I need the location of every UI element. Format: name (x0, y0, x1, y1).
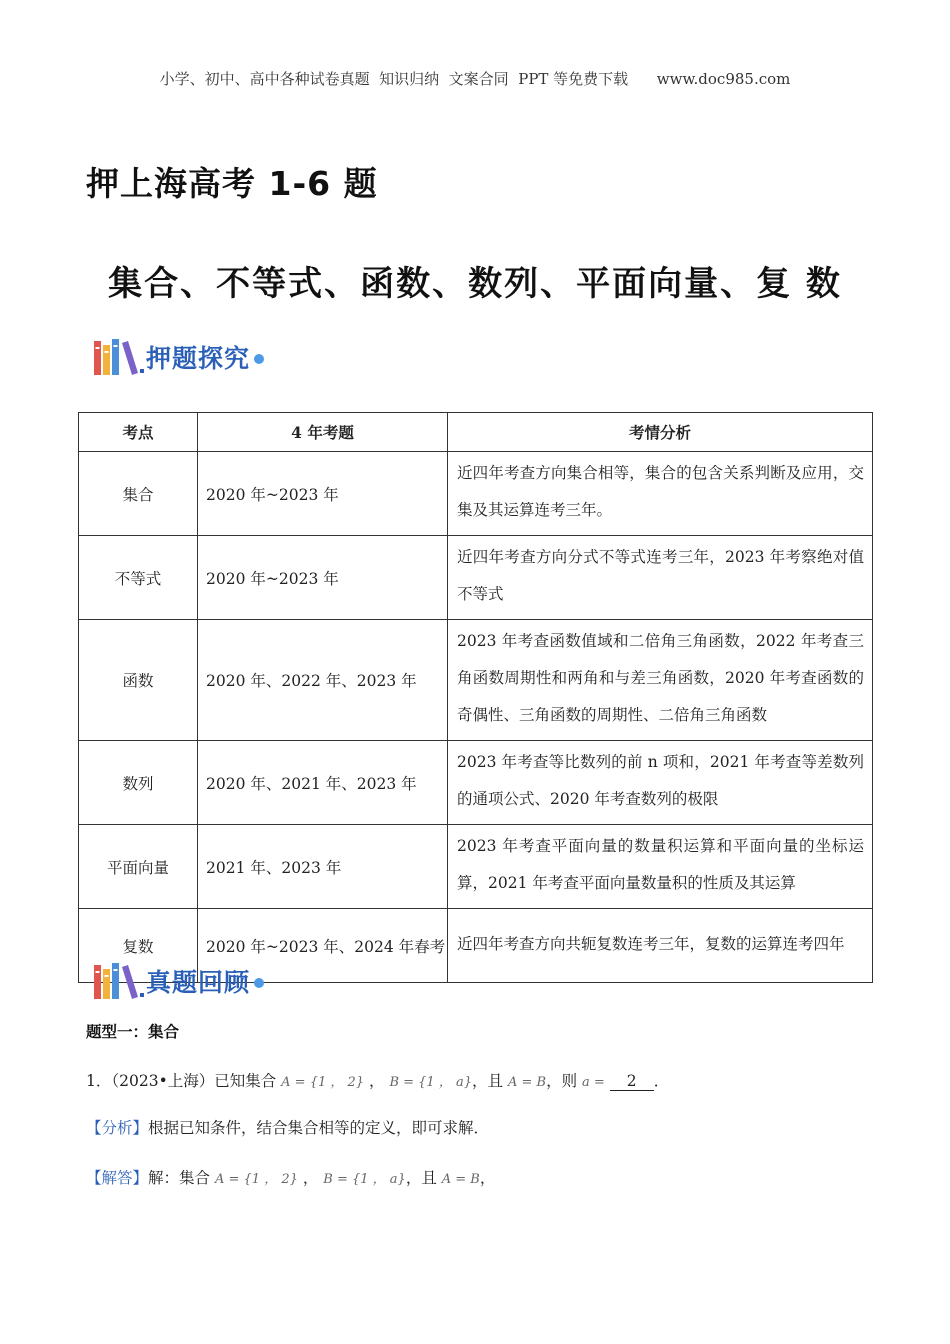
cell-analysis: 2023 年考查等比数列的前 n 项和，2021 年考查等差数列的通项公式、2020 年考查数列的极限 (448, 741, 873, 825)
cell-analysis: 2023 年考查函数值域和二倍角三角函数，2022 年考查三角函数周期性和两角和与差三角函数，2020 年考查函数的奇偶性、三角函数的周期性、二倍角三角函数 (448, 620, 873, 741)
cell-years: 2020 年、2022 年、2023 年 (198, 620, 448, 741)
cell-analysis: 2023 年考查平面向量的数量积运算和平面向量的坐标运算，2021 年考查平面向量数量积的性质及其运算 (448, 825, 873, 909)
solution-end: ， (479, 1169, 496, 1187)
header-topic: 考点 (79, 413, 198, 452)
banner-dot (254, 354, 264, 364)
header-analysis: 考情分析 (448, 413, 873, 452)
cell-topic: 数列 (79, 741, 198, 825)
section-banner-explore (92, 334, 264, 380)
analysis-tag: 【分析】 (86, 1119, 149, 1137)
cell-analysis: 近四年考查方向分式不等式连考三年，2023 年考察绝对值不等式 (448, 536, 873, 620)
solution-lead: 解：集合 (148, 1169, 211, 1187)
cell-years: 2020 年~2023 年 (198, 536, 448, 620)
cell-years: 2021 年、2023 年 (198, 825, 448, 909)
exam-analysis-table (78, 412, 873, 983)
banner-dot (254, 978, 264, 988)
answer-blank: 2 (610, 1073, 654, 1091)
question-then-text: ，则 (546, 1072, 578, 1090)
cell-topic: 平面向量 (79, 825, 198, 909)
table-row (79, 452, 873, 536)
page-subtitle: 集合、不等式、函数、数列、平面向量、复 数 (108, 264, 842, 304)
solution-tag: 【解答】 (86, 1169, 149, 1187)
question-type-label: 题型一：集合 (86, 1023, 180, 1041)
solution-sep: ， (302, 1169, 319, 1187)
cell-years: 2020 年~2023 年 (198, 452, 448, 536)
cell-topic: 集合 (79, 452, 198, 536)
math-condition: A = B (441, 1172, 480, 1187)
books-icon (92, 961, 144, 1001)
table-row (79, 825, 873, 909)
question-cond-text: ，且 (472, 1072, 504, 1090)
question-end: ． (653, 1072, 670, 1090)
analysis-text: 根据已知条件，结合集合相等的定义，即可求解． (148, 1119, 490, 1137)
question-1 (86, 1069, 669, 1091)
table-row (79, 741, 873, 825)
math-variable: a = (582, 1075, 605, 1090)
question-source: （2023•上海）已知集合 (111, 1072, 277, 1090)
question-number: 1． (86, 1072, 112, 1090)
table-row (79, 536, 873, 620)
cell-years: 2020 年、2021 年、2023 年 (198, 741, 448, 825)
cell-analysis: 近四年考查方向集合相等，集合的包含关系判断及应用，交集及其运算连考三年。 (448, 452, 873, 536)
math-set-b: B = {1 ， a} (323, 1172, 406, 1187)
math-set-a: A = {1 ， 2} (281, 1075, 365, 1090)
cell-topic: 复数 (79, 909, 198, 983)
question-sep: ， (369, 1072, 385, 1090)
cell-years: 2020 年~2023 年、2024 年春考 (198, 909, 448, 983)
books-icon (92, 337, 144, 377)
header-years: 4 年考题 (198, 413, 448, 452)
math-set-b: B = {1 ， a} (389, 1075, 472, 1090)
cell-topic: 函数 (79, 620, 198, 741)
section-title-review: 真题回顾 (146, 968, 251, 997)
solution-cond-text: ，且 (405, 1169, 437, 1187)
table-row (79, 620, 873, 741)
section-title-explore: 押题探究 (146, 344, 251, 373)
section-banner-review (92, 958, 264, 1004)
table-header-row (79, 413, 873, 452)
solution-line (86, 1166, 495, 1188)
analysis-line (86, 1116, 489, 1138)
math-condition: A = B (507, 1075, 547, 1090)
cell-analysis: 近四年考查方向共轭复数连考三年，复数的运算连考四年 (448, 909, 873, 983)
cell-topic: 不等式 (79, 536, 198, 620)
page-header: 小学、初中、高中各种试卷真题 知识归纳 文案合同 PPT 等免费下载 www.doc985.com (159, 70, 791, 88)
page-title: 押上海高考 1-6 题 (86, 164, 378, 203)
math-set-a: A = {1 ， 2} (214, 1172, 298, 1187)
